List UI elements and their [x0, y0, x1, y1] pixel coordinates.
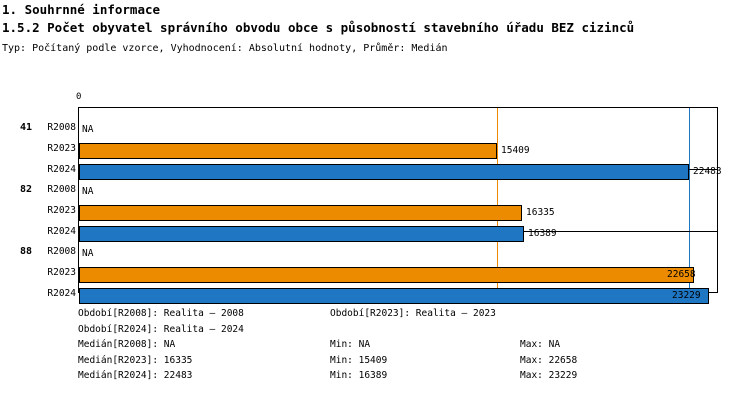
legend-period-r2023: Období[R2023]: Realita – 2023	[330, 308, 496, 319]
legend-row-stats-r2024	[0, 368, 750, 384]
bar-value-41-r2008: NA	[82, 124, 94, 135]
legend-max-r2023: Max: 22658	[520, 354, 578, 366]
bar-82-r2024[interactable]	[79, 226, 524, 242]
row-label-88-r2023: R2023	[47, 267, 76, 278]
bar-88-r2024[interactable]	[79, 288, 709, 304]
bar-value-88-r2008: NA	[82, 248, 94, 259]
section-title: 1. Souhrnné informace	[2, 2, 161, 17]
page-title: 1.5.2 Počet obyvatel správního obvodu obce s působností stavebního úřadu BEZ cizinců	[2, 20, 635, 35]
row-label-41-r2023: R2023	[47, 143, 76, 154]
row-label-41-r2008: R2008	[47, 122, 76, 133]
legend-median-r2023: Medián[R2023]: 16335	[78, 354, 193, 366]
bar-82-r2023[interactable]	[79, 205, 522, 221]
bar-value-41-r2023: 15409	[501, 145, 530, 156]
bar-value-82-r2024: 16389	[528, 228, 557, 239]
x-axis-origin-tick: 0	[76, 92, 82, 102]
chart-header	[0, 0, 750, 56]
bar-value-82-r2008: NA	[82, 186, 94, 197]
chart-plot-area	[0, 92, 750, 302]
bar-value-88-r2024: 23229	[672, 290, 701, 301]
legend-max-r2024: Max: 23229	[520, 370, 578, 381]
gridline-median-r2024	[689, 108, 690, 292]
legend-min-r2023: Min: 15409	[330, 354, 388, 366]
legend-period-r2024: Období[R2024]: Realita – 2024	[78, 323, 244, 335]
bar-88-r2023[interactable]	[79, 267, 694, 283]
gridline-median-r2023	[497, 108, 498, 292]
legend-row-periods-2	[0, 322, 750, 338]
row-label-41-r2024: R2024	[47, 164, 76, 175]
chart-subtitle: Typ: Počítaný podle vzorce, Vyhodnocení: Absolutní hodnoty, Průměr: Medián	[2, 43, 448, 54]
legend-row-stats-r2023	[0, 353, 750, 369]
plot-frame	[78, 107, 722, 301]
row-label-82-r2024: R2024	[47, 226, 76, 237]
bar-value-88-r2023: 22658	[667, 269, 696, 280]
legend-min-r2024: Min: 16389	[330, 370, 388, 381]
group-label-41: 41	[19, 122, 32, 133]
bar-value-41-r2024: 22483	[693, 166, 722, 177]
bar-value-82-r2023: 16335	[526, 207, 555, 218]
legend-period-r2008: Období[R2008]: Realita – 2008	[78, 308, 244, 319]
row-label-88-r2024: R2024	[47, 288, 76, 299]
row-label-82-r2008: R2008	[47, 184, 76, 195]
legend-median-r2024: Medián[R2024]: 22483	[78, 370, 193, 381]
group-label-82: 82	[19, 184, 32, 195]
bar-41-r2024[interactable]	[79, 164, 689, 180]
legend-median-r2008: Medián[R2008]: NA	[78, 339, 176, 350]
legend-max-r2008: Max: NA	[520, 339, 561, 350]
row-label-88-r2008: R2008	[47, 246, 76, 257]
legend-min-r2008: Min: NA	[330, 339, 371, 350]
group-label-88: 88	[19, 246, 32, 257]
legend-row-stats-r2008	[0, 337, 750, 353]
chart-legend	[0, 306, 750, 384]
bar-41-r2023[interactable]	[79, 143, 497, 159]
legend-row-periods-1	[0, 306, 750, 322]
row-label-82-r2023: R2023	[47, 205, 76, 216]
